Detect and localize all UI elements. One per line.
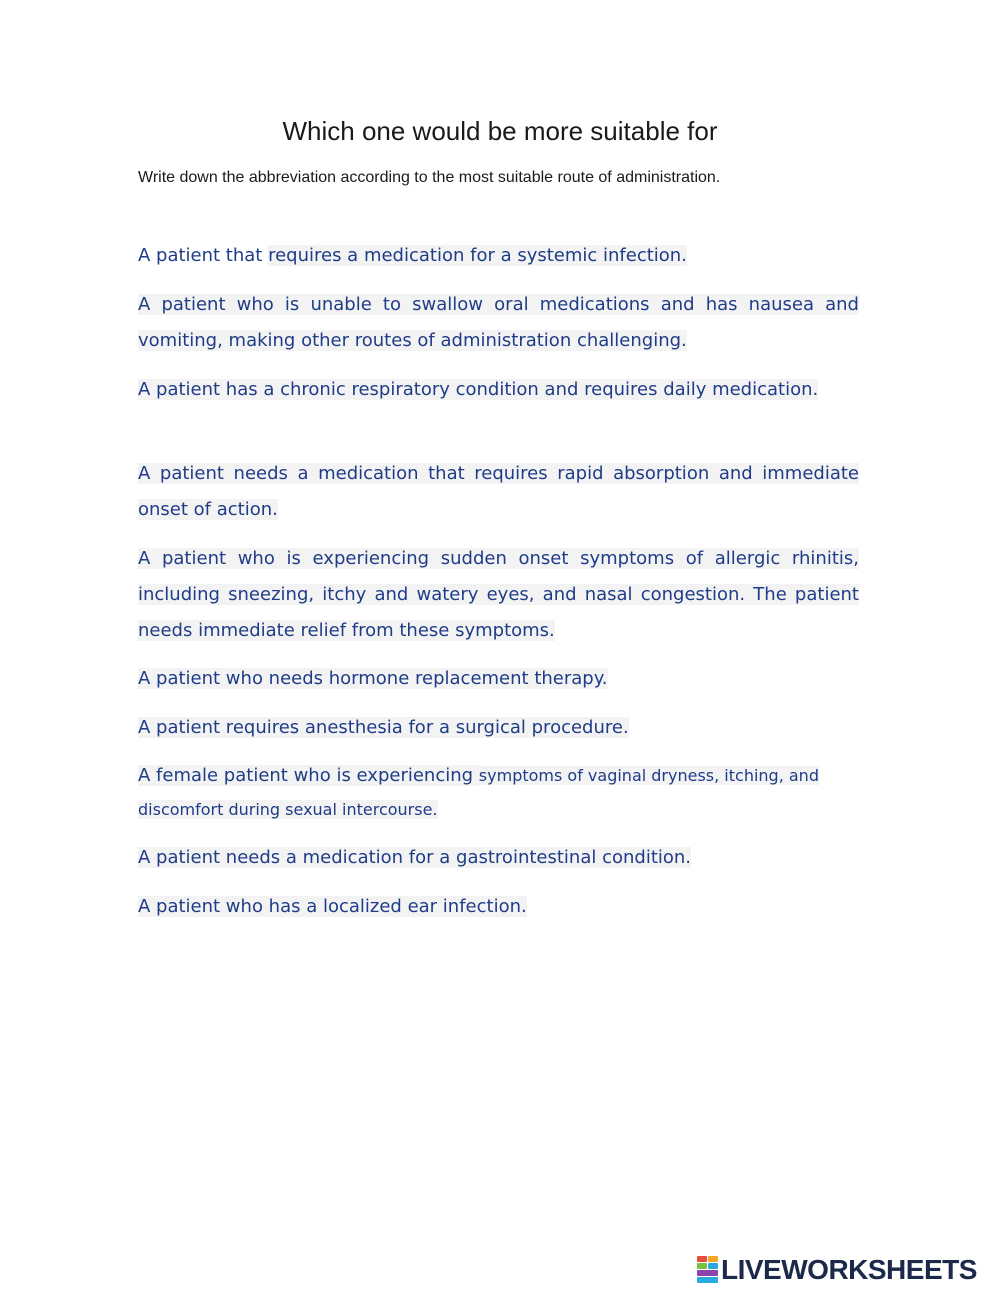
question-3: A patient has a chronic respiratory condition and requires daily medication. (138, 379, 819, 400)
liveworksheets-logo (697, 1254, 977, 1286)
question-6: A patient who needs hormone replacement therapy. (138, 668, 608, 689)
worksheet-title: Which one would be more suitable for (282, 116, 718, 146)
question-5: A patient who is experiencing sudden onset symptoms of allergic rhinitis, including sneezing, itchy and watery eyes, and nasal congestion. The patient needs immediate relief from these symptoms. (138, 548, 859, 641)
question-4: A patient needs a medication that requires rapid absorption and immediate onset of action. (138, 463, 859, 520)
instruction-text: Write down the abbreviation according to the most suitable route of administration. (138, 169, 721, 186)
question-7: A patient requires anesthesia for a surgical procedure. (138, 717, 629, 738)
question-10: A patient who has a localized ear infection. (138, 896, 527, 917)
logo-mark-icon (697, 1256, 719, 1284)
question-9: A patient needs a medication for a gastrointestinal condition. (138, 847, 692, 868)
question-1: A patient that requires a medication for a systemic infection. (138, 245, 687, 266)
question-2: A patient who is unable to swallow oral medications and has nausea and vomiting, making other routes of administration challenging. (138, 294, 859, 351)
question-8: A female patient who is experiencing symptoms of vaginal dryness, itching, and discomfort during sexual intercourse. (138, 765, 819, 819)
logo-text: LIVEWORKSHEETS (721, 1254, 977, 1285)
